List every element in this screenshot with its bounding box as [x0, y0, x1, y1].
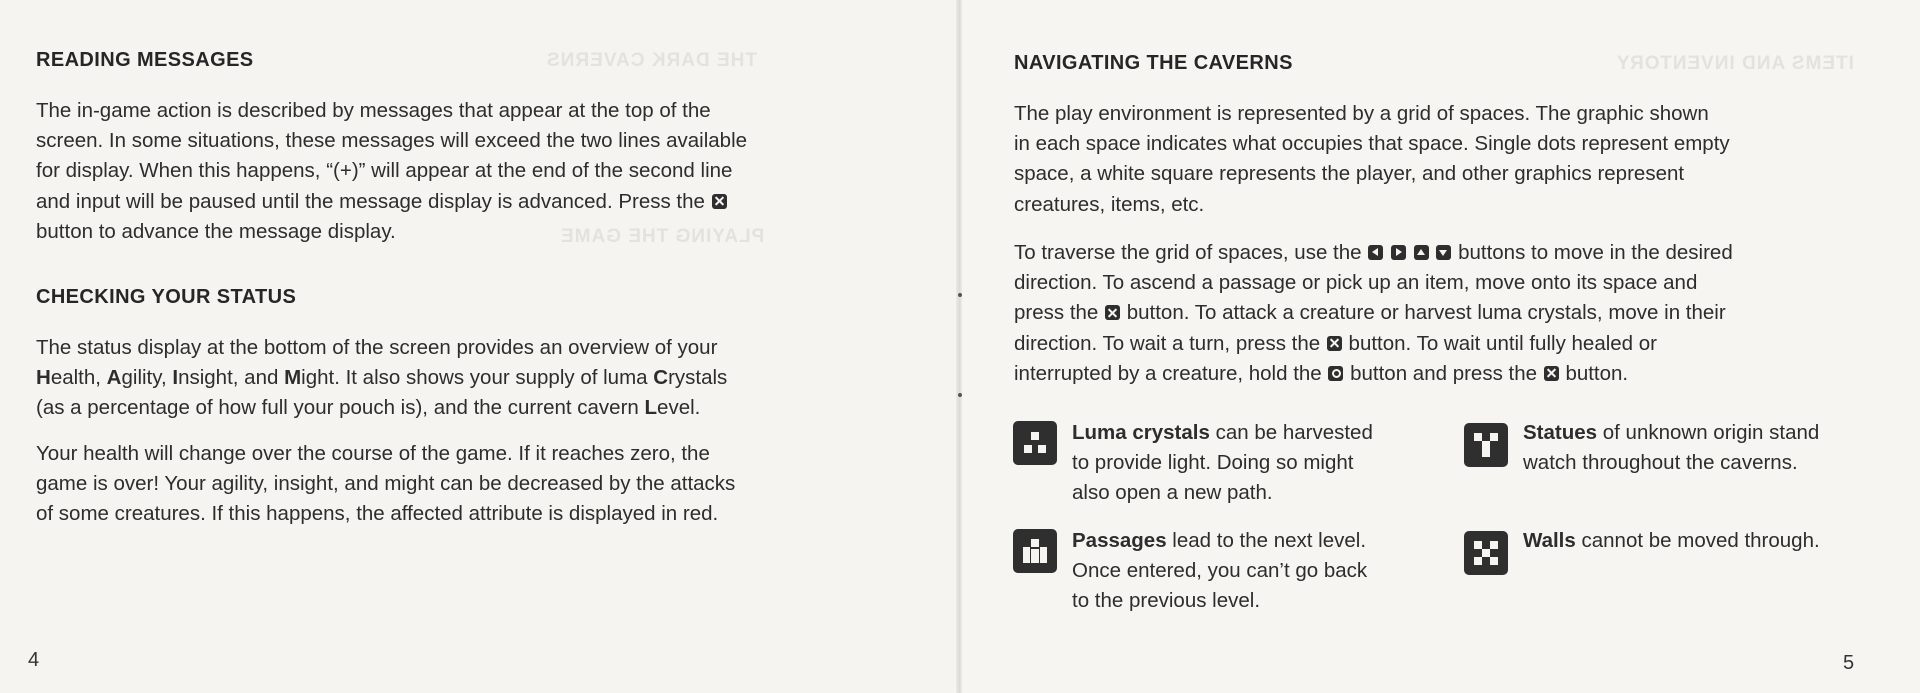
- text-line: button to advance the message display.: [36, 219, 396, 243]
- passage-icon: [1013, 529, 1057, 573]
- text-line: (as a percentage of how full your pouch is), and the current cavern Level.: [36, 396, 701, 420]
- text-line: in each space indicates what occupies that space. Single dots represent empty: [1014, 132, 1730, 156]
- bleed-through-text: ITEMS AND INVENTORY: [1616, 53, 1854, 74]
- statue-icon: [1464, 423, 1508, 467]
- legend-luma-crystals: Luma crystals can be harvested to provide light. Doing so might also open a new path.: [1072, 421, 1373, 505]
- text-line: To traverse the grid of spaces, use the buttons to move in the desired: [1014, 241, 1733, 264]
- text-line: screen. In some situations, these messages will exceed the two lines available: [36, 129, 748, 153]
- left-page: [0, 0, 958, 693]
- text-line: direction. To wait a turn, press the button. To wait until fully healed or: [1014, 331, 1657, 355]
- text-line: of some creatures. If this happens, the affected attribute is displayed in red.: [36, 502, 719, 526]
- section-heading-navigating: NAVIGATING THE CAVERNS: [1014, 52, 1293, 74]
- text-line: for display. When this happens, “(+)” will appear at the end of the second line: [36, 159, 733, 183]
- status-paragraph-1: [36, 333, 727, 424]
- up-arrow-button-icon: [1414, 245, 1429, 260]
- status-paragraph-2: [36, 439, 735, 530]
- page-number-right: 5: [1843, 652, 1855, 674]
- wall-icon: [1464, 531, 1508, 575]
- bleed-through-text: THE DARK CAVERNS: [546, 50, 757, 71]
- text-line: press the button. To attack a creature or harvest luma crystals, move in their: [1014, 301, 1726, 325]
- o-button-icon: [1328, 366, 1343, 381]
- bleed-through-text: PLAYING THE GAME: [560, 226, 765, 247]
- text-line: Health, Agility, Insight, and Might. It also shows your supply of luma Crystals: [36, 366, 728, 390]
- x-button-icon: [1105, 305, 1120, 320]
- down-arrow-button-icon: [1436, 245, 1451, 260]
- text-line: creatures, items, etc.: [1014, 192, 1205, 216]
- legend-statues: Statues of unknown origin stand watch throughout the caverns.: [1523, 421, 1820, 475]
- text-line: direction. To ascend a passage or pick up an item, move onto its space and: [1014, 271, 1698, 295]
- x-button-icon: [712, 194, 727, 209]
- navigating-paragraph-1: [1014, 99, 1730, 220]
- text-line: game is over! Your agility, insight, and might can be decreased by the attacks: [36, 472, 736, 496]
- x-button-icon: [1544, 366, 1559, 381]
- legend-passages: Passages lead to the next level. Once entered, you can’t go back to the previous level.: [1072, 529, 1368, 613]
- left-arrow-button-icon: [1368, 245, 1383, 260]
- text-line: interrupted by a creature, hold the button and press the button.: [1014, 361, 1629, 385]
- text-line: and input will be paused until the message display is advanced. Press the: [36, 187, 747, 217]
- navigating-paragraph-2: [1014, 238, 1733, 389]
- right-page: [962, 0, 1920, 693]
- section-heading-reading: READING MESSAGES: [36, 49, 254, 71]
- text-line: The play environment is represented by a grid of spaces. The graphic shown: [1014, 102, 1709, 125]
- reading-paragraph: [36, 96, 747, 247]
- text-line: The in-game action is described by messages that appear at the top of the: [36, 99, 711, 122]
- text-line: The status display at the bottom of the screen provides an overview of your: [36, 336, 718, 359]
- text-line: space, a white square represents the player, and other graphics represent: [1014, 162, 1685, 186]
- luma-crystal-icon: [1013, 421, 1057, 465]
- legend-walls: Walls cannot be moved through.: [1523, 529, 1820, 552]
- x-button-icon: [1327, 336, 1342, 351]
- text-line: Your health will change over the course of the game. If it reaches zero, the: [36, 442, 710, 465]
- section-heading-status: CHECKING YOUR STATUS: [36, 286, 297, 308]
- right-arrow-button-icon: [1391, 245, 1406, 260]
- page-number-left: 4: [28, 649, 40, 671]
